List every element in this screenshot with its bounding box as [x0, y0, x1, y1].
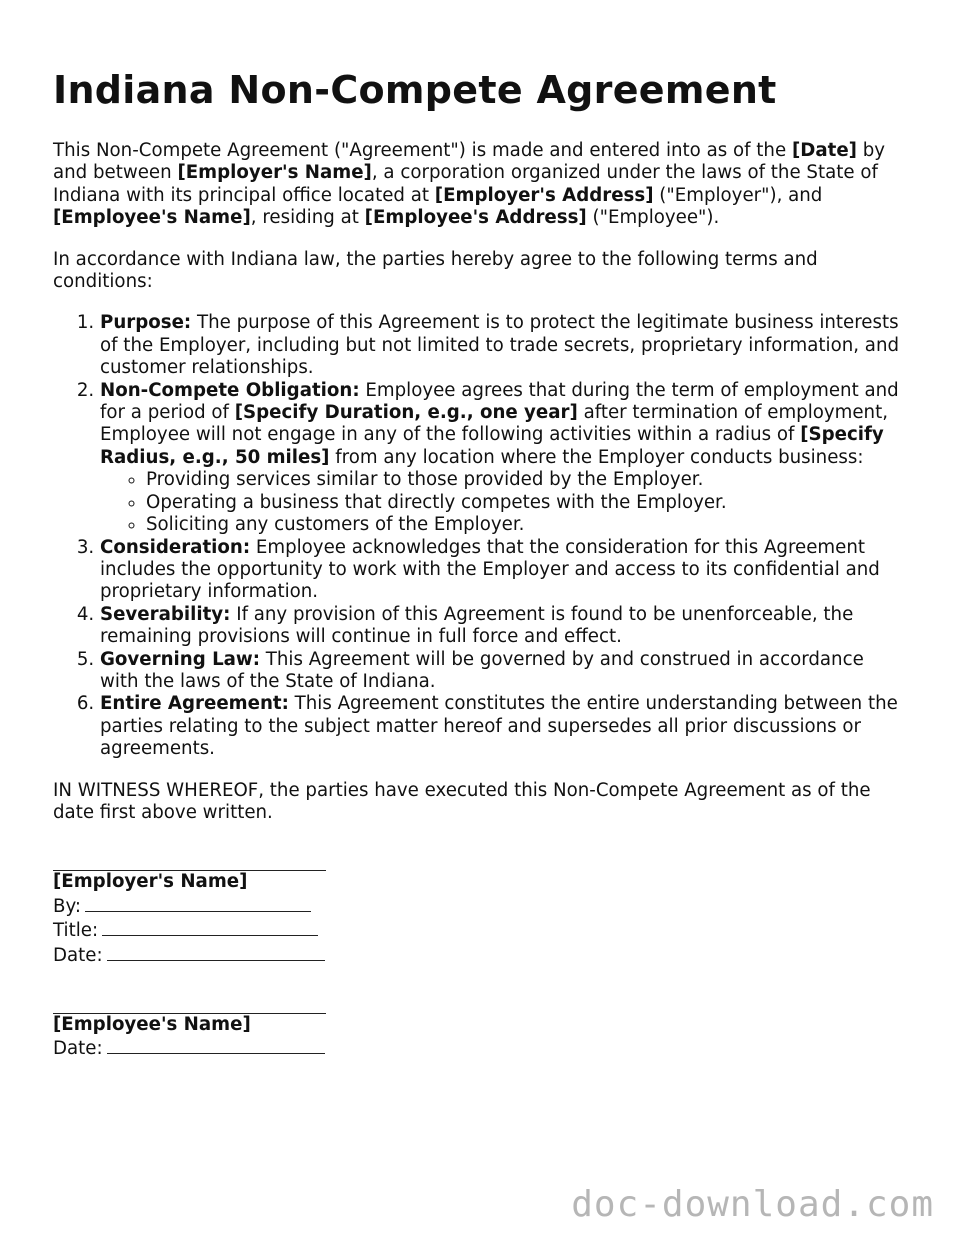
- clauses-list: [53, 312, 908, 760]
- text-run: , a corporation organized under the laws of the State of Indiana with its principal office located at: [53, 162, 878, 206]
- text-run: after termination of employment, Employee will not engage in any of the following activities within a radius of: [100, 402, 888, 446]
- clause-item: [100, 312, 908, 379]
- employer-signature-line[interactable]: [53, 854, 326, 871]
- employer-signature-block: [53, 854, 908, 967]
- placeholder-field: [Specify Radius, e.g., 50 miles]: [100, 424, 884, 468]
- activity-item: ◦ Soliciting any customers of the Employer.: [146, 514, 908, 536]
- document-title: Indiana Non-Compete Agreement: [53, 68, 777, 112]
- by-label: By:: [53, 895, 82, 917]
- employer-name-label: [Employer's Name]: [53, 871, 248, 893]
- clause-item: [100, 649, 908, 694]
- clause-item: [100, 380, 908, 537]
- employee-signature-line[interactable]: [53, 997, 326, 1014]
- title-label: Title:: [53, 920, 99, 942]
- placeholder-field: [Specify Duration, e.g., one year]: [234, 402, 578, 424]
- employer-date-field[interactable]: [107, 943, 325, 961]
- by-field[interactable]: [85, 894, 311, 912]
- accordance-paragraph: In accordance with Indiana law, the parties hereby agree to the following terms and conditions:: [53, 248, 818, 293]
- clause-label: Severability:: [100, 603, 231, 625]
- clause-label: Purpose:: [100, 312, 192, 334]
- placeholder-field: [Employer's Name]: [177, 162, 372, 184]
- watermark: doc-download.com: [571, 1184, 934, 1225]
- clause-label: Consideration:: [100, 536, 251, 558]
- intro-paragraph: [53, 140, 908, 230]
- text-run: This Agreement constitutes the entire understanding between the parties relating to the subject matter hereof and supersedes all prior discussions or agreements.: [100, 693, 898, 760]
- placeholder-field: [Date]: [791, 140, 857, 161]
- text-run: The purpose of this Agreement is to protect the legitimate business interests of the Employer, including but not limited to trade secrets, proprietary information, and customer relationships.: [100, 312, 900, 379]
- text-run: This Agreement will be governed by and construed in accordance with the laws of the State of Indiana.: [100, 648, 864, 692]
- document-body: [53, 140, 908, 1091]
- activities-list: [100, 469, 908, 536]
- text-run: from any location where the Employer conducts business:: [329, 446, 864, 468]
- employee-signature-block: [53, 997, 908, 1061]
- activity-item: ◦ Providing services similar to those provided by the Employer.: [146, 469, 908, 491]
- activity-item: ◦ Operating a business that directly competes with the Employer.: [146, 492, 908, 514]
- text-run: This Non-Compete Agreement ("Agreement") is made and entered into as of the: [53, 140, 792, 161]
- text-run: Employee acknowledges that the consideration for this Agreement includes the opportunity to work with the Employer and access to its confidential and proprietary information.: [100, 536, 880, 603]
- title-field[interactable]: [102, 918, 318, 936]
- employee-date-label: Date:: [53, 1038, 103, 1060]
- employee-date-field[interactable]: [107, 1036, 325, 1054]
- text-run: ("Employer"), and: [653, 184, 823, 206]
- clause-item: [100, 604, 908, 649]
- text-run: Employee agrees that during the term of employment and for a period of: [100, 379, 899, 424]
- employee-name-label: [Employee's Name]: [53, 1014, 251, 1035]
- text-run: by and between: [53, 140, 886, 184]
- clause-item: [100, 693, 908, 760]
- text-run: If any provision of this Agreement is found to be unenforceable, the remaining provisions will continue in full force and effect.: [100, 603, 854, 648]
- clause-item: [100, 537, 908, 604]
- clause-label: Non-Compete Obligation:: [100, 379, 360, 401]
- witness-paragraph: IN WITNESS WHEREOF, the parties have executed this Non-Compete Agreement as of the date first above written.: [53, 779, 871, 823]
- placeholder-field: [Employer's Address]: [434, 184, 654, 206]
- text-run: , residing at: [250, 207, 365, 229]
- text-run: ("Employee").: [586, 207, 720, 229]
- placeholder-field: [Employee's Address]: [364, 207, 587, 229]
- placeholder-field: [Employee's Name]: [53, 207, 251, 229]
- employer-date-label: Date:: [53, 944, 103, 966]
- clause-label: Governing Law:: [100, 648, 261, 670]
- clause-label: Entire Agreement:: [100, 693, 289, 715]
